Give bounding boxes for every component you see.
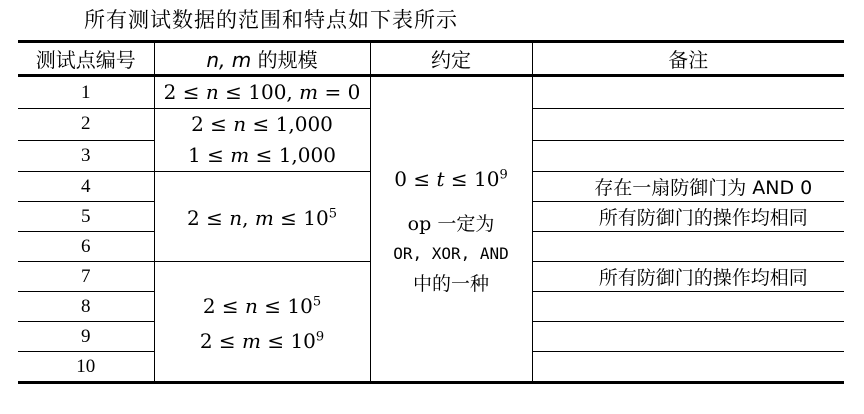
test-id-cell: 5: [18, 202, 154, 232]
test-id-cell: 7: [18, 262, 154, 292]
header-scale-vars: n, m: [206, 48, 252, 72]
scale-cell-group1: [154, 76, 370, 109]
scale-group2-line1: 2 ≤ n ≤ 1,000: [191, 112, 333, 136]
header-row: [18, 42, 844, 76]
scale-cell-group4: [154, 262, 370, 383]
scale-cell-group2: [154, 109, 370, 172]
header-rule: 约定: [370, 42, 532, 76]
rule-op-prefix: op: [407, 212, 432, 235]
note-cell: [532, 292, 844, 322]
table-row: [18, 76, 844, 109]
scale-group4-line1: $2 \le n \le 10^5$: [202, 293, 322, 318]
test-id-cell: 8: [18, 292, 154, 322]
note-cell-same-op: 所有防御门的操作均相同: [532, 202, 844, 232]
note-cell-and0: 存在一扇防御门为 AND 0: [532, 172, 844, 202]
note-cell: [532, 109, 844, 141]
test-id-cell: 2: [18, 109, 154, 141]
rule-op-tail: 中的一种: [412, 272, 489, 295]
note-cell-same-op: 所有防御门的操作均相同: [532, 262, 844, 292]
note-cell: [532, 352, 844, 383]
rule-op-suffix: 一定为: [431, 212, 495, 235]
scale-group4-line2: $2 \le m \le 10^9$: [199, 329, 325, 354]
table-caption: 所有测试数据的范围和特点如下表所示: [84, 8, 458, 32]
header-scale-suffix: 的规模: [251, 48, 318, 72]
test-id-cell: 1: [18, 76, 154, 109]
note-cell: [532, 232, 844, 262]
note-cell: [532, 76, 844, 109]
test-id-cell: 10: [18, 352, 154, 383]
scale-group1-text: 2 ≤ n ≤ 100, m = 0: [163, 80, 361, 104]
test-id-cell: 3: [18, 140, 154, 172]
data-range-table: [18, 40, 844, 384]
rule-cell: [370, 76, 532, 383]
header-scale: [154, 42, 370, 76]
note-cell: [532, 140, 844, 172]
test-id-cell: 4: [18, 172, 154, 202]
scale-group2-line2: 1 ≤ m ≤ 1,000: [188, 143, 336, 167]
rule-op-options: OR, XOR, AND: [393, 243, 509, 263]
scale-cell-group3: [154, 172, 370, 262]
scale-group3-text: 2 ≤ n, $m \le 10^5$: [187, 206, 337, 231]
rule-t-range: $0 \le t \le 10^9$: [394, 166, 508, 191]
test-id-cell: 6: [18, 232, 154, 262]
test-id-cell: 9: [18, 322, 154, 352]
note-cell: [532, 322, 844, 352]
header-test-id: 测试点编号: [18, 42, 154, 76]
rule-op-line: [371, 209, 532, 239]
header-note: 备注: [532, 42, 844, 76]
